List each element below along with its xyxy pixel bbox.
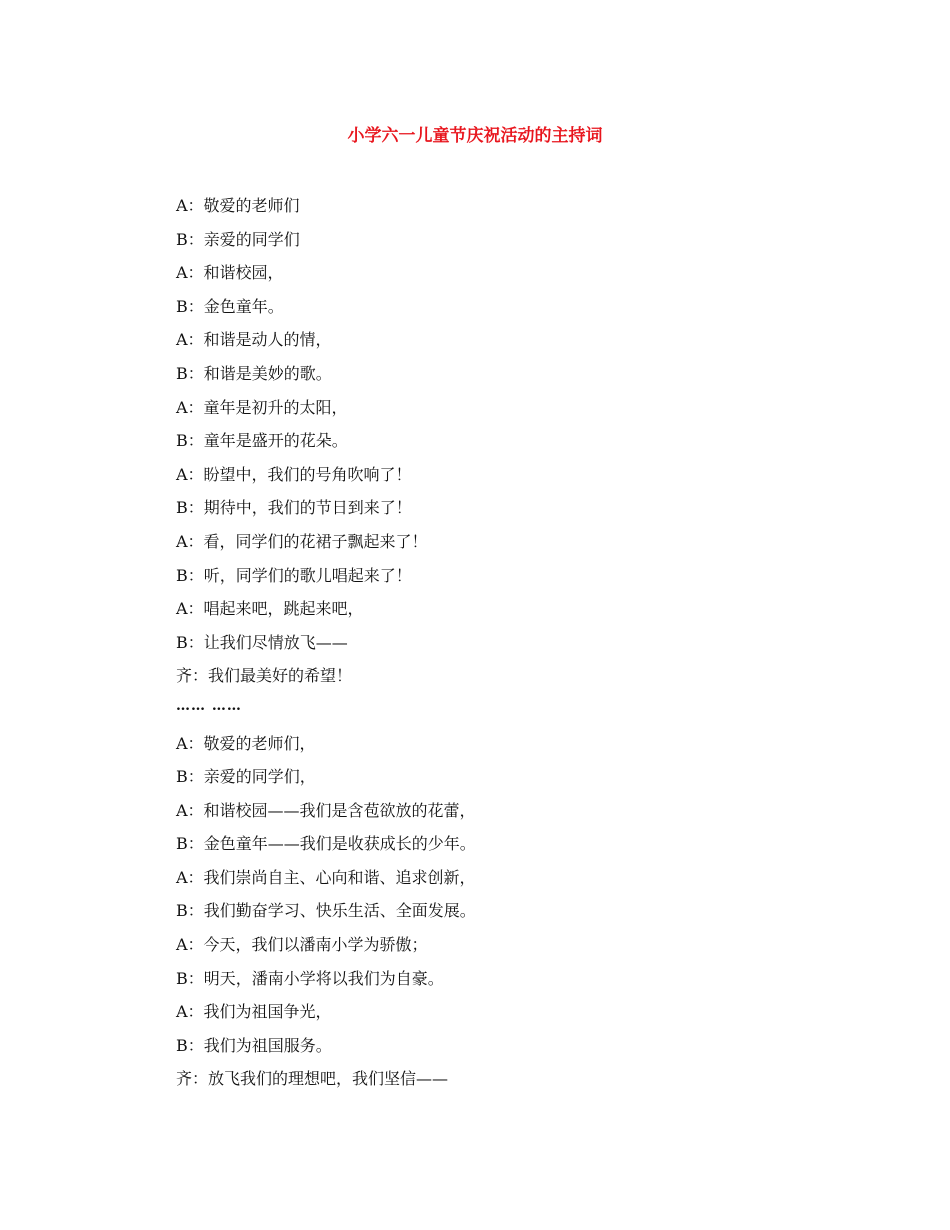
- script-line: A：和谐校园——我们是含苞欲放的花蕾，: [176, 800, 476, 820]
- script-line: B：期待中，我们的节日到来了！: [176, 498, 412, 518]
- script-lines: [176, 193, 876, 1100]
- script-line: B：和谐是美妙的歌。: [176, 363, 332, 383]
- script-line: B：亲爱的同学们: [176, 229, 300, 249]
- script-line: B：我们为祖国服务。: [176, 1035, 332, 1055]
- script-line: A：和谐是动人的情，: [176, 330, 332, 350]
- script-line: B：明天，潘南小学将以我们为自豪。: [176, 968, 444, 988]
- script-line: B：听，同学们的歌儿唱起来了！: [176, 565, 412, 585]
- script-line: B：金色童年——我们是收获成长的少年。: [176, 834, 476, 854]
- script-line: A：童年是初升的太阳，: [176, 397, 348, 417]
- script-line: B：童年是盛开的花朵。: [176, 431, 348, 451]
- document-title: 小学六一儿童节庆祝活动的主持词: [347, 126, 603, 146]
- script-line: B：我们勤奋学习、快乐生活、全面发展。: [176, 901, 476, 921]
- script-line: A：敬爱的老师们，: [176, 733, 316, 753]
- script-line: A：盼望中，我们的号角吹响了！: [176, 464, 412, 484]
- ellipsis-divider: …… ……: [176, 697, 242, 714]
- script-line: 齐：放飞我们的理想吧，我们坚信——: [176, 1069, 449, 1089]
- script-line: A：今天，我们以潘南小学为骄傲；: [176, 935, 428, 955]
- script-line: B：亲爱的同学们，: [176, 767, 316, 787]
- script-line: 齐：我们最美好的希望！: [176, 666, 353, 686]
- script-line: B：金色童年。: [176, 296, 284, 316]
- script-line: A：和谐校园，: [176, 263, 284, 283]
- script-line: A：我们为祖国争光，: [176, 1002, 332, 1022]
- script-line: A：唱起来吧，跳起来吧，: [176, 599, 364, 619]
- script-line: A：敬爱的老师们: [176, 196, 300, 215]
- script-line: B：让我们尽情放飞——: [176, 632, 348, 652]
- script-line: A：我们崇尚自主、心向和谐、追求创新，: [176, 867, 476, 887]
- script-line: A：看，同学们的花裙子飘起来了！: [176, 531, 428, 551]
